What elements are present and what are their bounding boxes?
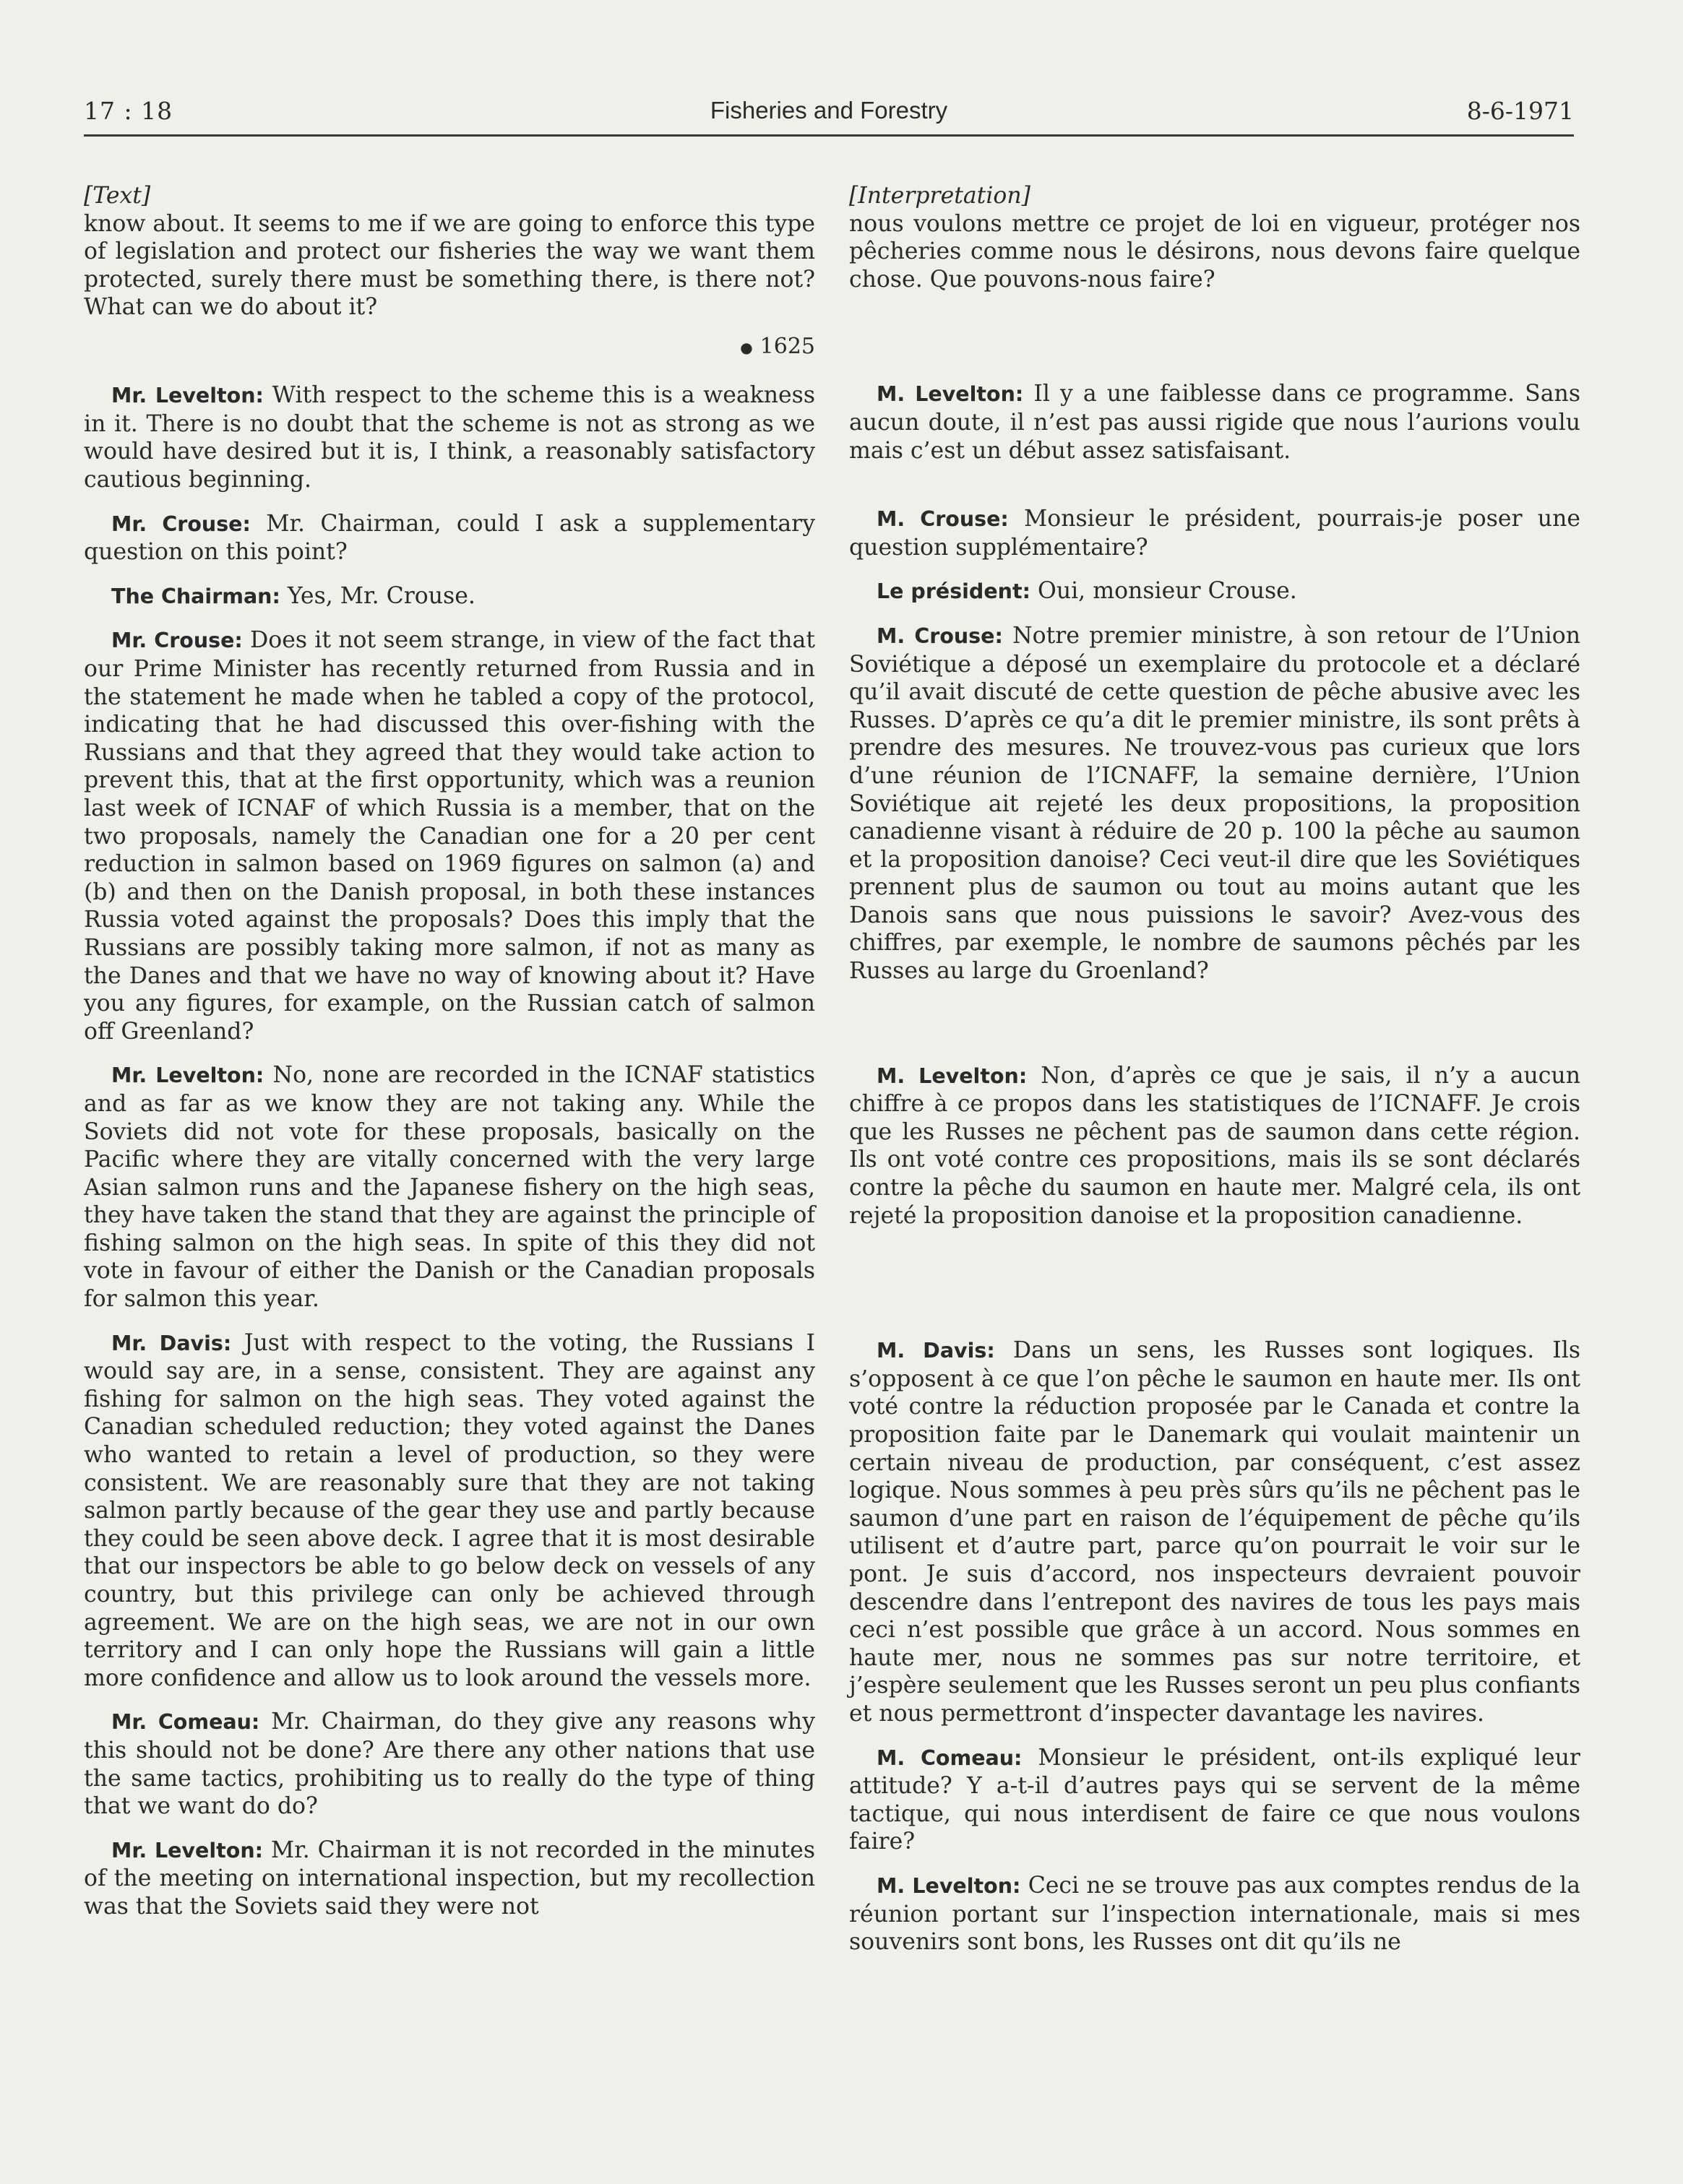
french-column: [849, 182, 1580, 1956]
speech-paragraph: [849, 1744, 1580, 1856]
speech-text: Just with respect to the voting, the Russians I would say are, in a sense, consistent. They are against any fishing for salmon on the high seas. They voted against the Canadian scheduled reduction; they voted against the Danes who wanted to retain a level of production, so they were consistent. We are reasonably sure that they are not taking salmon partly because of the gear they use and partly because they could be seen above deck. I agree that it is most desirable that our inspectors be able to go below deck on vessels of any country, but this privilege can only be achieved through agreement. We are on the high seas, we are not in our own territory and I can only hope the Russians will gain a little more confidence and allow us to look around the vessels more.: [84, 1329, 815, 1691]
section-tag: [Interpretation]: [849, 183, 1030, 209]
speaker-name: Mr. Comeau:: [111, 1710, 260, 1735]
speaker-name: The Chairman:: [111, 584, 280, 608]
speech-paragraph: [84, 626, 815, 1045]
speaker-name: M. Levelton:: [877, 382, 1024, 407]
speaker-name: Mr. Levelton:: [111, 1838, 264, 1863]
speech-text: Yes, Mr. Crouse.: [280, 582, 475, 609]
time-marker: [84, 333, 815, 361]
speaker-name: Mr. Crouse:: [111, 629, 243, 653]
speech-text: Non, d’après ce que je sais, il n’y a aucun chiffre à ce propos dans les statistiques de l’ICNAFF. Je crois que les Russes ne pêchent pas de saumon dans cette région. Ils ont voté contre ces propositions, mais ils se sont déclarés contre la pêche du saumon en haute mer. Malgré cela, ils ont rejeté la proposition danoise et la proposition canadienne.: [849, 1062, 1580, 1229]
speaker-name: Mr. Davis:: [111, 1331, 232, 1355]
speech-text: Oui, monsieur Crouse.: [1030, 578, 1297, 605]
continued-text: know about. It seems to me if we are going to enforce this type of legislation and protect our fisheries the way we want them protected, surely there must be something there, is there not? What can we do about it?: [84, 210, 815, 321]
speech-paragraph: [849, 380, 1580, 465]
continued-text: nous voulons mettre ce projet de loi en vigueur, protéger nos pêcheries comme nous le désirons, nous devons faire quelque chose. Que pouvons-nous faire?: [849, 210, 1580, 293]
speaker-name: M. Levelton:: [877, 1873, 1021, 1898]
speech-paragraph: [849, 505, 1580, 561]
speaker-name: M. Crouse:: [877, 623, 1003, 648]
speech-text: Mr. Chairman it is not recorded in the minutes of the meeting on international inspection, but my recollection was that the Soviets said they were not: [84, 1836, 815, 1920]
speech-text: Monsieur le président, ont-ils expliqué leur attitude? Y a-t-il d’autres pays qui se servent de la même tactique, qui nous interdisent de faire ce que nous voulons faire?: [849, 1744, 1580, 1855]
speech-text: No, none are recorded in the ICNAF statistics and as far as we know they are not taking any. While the Soviets did not vote for these proposals, basically on the Pacific where they are vitally concerned with the very large Asian salmon runs and the Japanese fishery on the high seas, they have taken the stand that they are against the principle of fishing salmon on the high seas. In spite of this they did not vote in favour of either the Danish or the Canadian proposals for salmon this year.: [84, 1062, 815, 1313]
speech-text: Monsieur le président, pourrais-je poser une question supplémentaire?: [849, 506, 1580, 561]
speech-paragraph: [849, 622, 1580, 985]
speaker-name: Le président:: [877, 579, 1030, 604]
speech-paragraph: [84, 1708, 815, 1820]
speech-paragraph: [849, 1872, 1580, 1956]
speech-paragraph: [84, 381, 815, 493]
speech-paragraph: [84, 1329, 815, 1693]
section-tag: [Text]: [84, 183, 151, 209]
bullet-icon: ●: [740, 338, 753, 356]
speech-text: Il y a une faiblesse dans ce programme. Sans aucun doute, il n’est pas aussi rigide que nous l’aurions voulu mais c’est un début assez satisfaisant.: [849, 381, 1580, 464]
speaker-name: M. Davis:: [877, 1339, 995, 1363]
speaker-name: Mr. Levelton:: [111, 1063, 264, 1088]
speech-paragraph: [849, 1062, 1580, 1230]
speech-paragraph: [84, 582, 815, 611]
speech-text: Mr. Chairman, do they give any reasons why this should not be done? Are there any other nations that use the same tactics, prohibiting us to really do the type of thing that we want do do?: [84, 1709, 815, 1820]
page-header: [84, 92, 1574, 137]
speech-paragraph: [84, 510, 815, 566]
page-number: 17 : 18: [84, 97, 173, 125]
english-column: [84, 182, 815, 1921]
speech-text: Notre premier ministre, à son retour de l’Union Soviétique a déposé un exemplaire du protocole et a déclaré qu’il avait discuté de cette question de pêche abusive avec les Russes. D’après ce qu’a dit le premier ministre, ils sont prêts à prendre des mesures. Ne trouvez-vous pas curieux que lors d’une réunion de l’ICNAFF, la semaine dernière, l’Union Soviétique ait rejeté les deux propositions, la proposition canadienne visant à réduire de 20 p. 100 la pêche au saumon et la proposition danoise? Ceci veut-il dire que les Soviétiques prennent plus de saumon ou tout au moins autant que les Danois sans que nous puissions le savoir? Avez-vous des chiffres, par exemple, le nombre de saumons pêchés par les Russes au large du Groenland?: [849, 622, 1580, 985]
speech-text: Mr. Chairman, could I ask a supplementary question on this point?: [84, 510, 815, 566]
page-date: 8-6-1971: [1466, 97, 1574, 125]
speech-paragraph: [84, 1061, 815, 1313]
speech-text: Does it not seem strange, in view of the fact that our Prime Minister has recently returned from Russia and in the statement he made when he tabled a copy of the protocol, indicating that he had discussed this over-fishing with the Russians and that they agreed that they would take action to prevent this, that at the first opportunity, which was a reunion last week of ICNAF of which Russia is a member, that on the two proposals, namely the Canadian one for a 20 per cent reduction in salmon based on 1969 figures on salmon (a) and (b) and then on the Danish proposal, in both these instances Russia voted against the proposals? Does this imply that the Russians are possibly taking more salmon, if not as many as the Danes and that we have no way of knowing about it? Have you any figures, for example, on the Russian catch of salmon off Greenland?: [84, 627, 815, 1045]
speech-paragraph: [84, 1836, 815, 1921]
speech-text: With respect to the scheme this is a weakness in it. There is no doubt that the scheme is not as strong as we would have desired but it is, I think, a reasonably satisfactory cautious beginning.: [84, 382, 815, 493]
speech-paragraph: [849, 1337, 1580, 1727]
speech-text: Ceci ne se trouve pas aux comptes rendus de la réunion portant sur l’inspection internationale, mais si mes souvenirs sont bons, les Russes ont dit qu’ils ne: [849, 1872, 1580, 1956]
page-title: Fisheries and Forestry: [710, 97, 948, 124]
speaker-name: M. Comeau:: [877, 1745, 1023, 1770]
speaker-name: M. Levelton:: [877, 1063, 1028, 1088]
speaker-name: Mr. Crouse:: [111, 512, 251, 536]
time-marker-value: 1625: [759, 333, 815, 359]
speech-paragraph: [849, 577, 1580, 606]
speaker-name: Mr. Levelton:: [111, 384, 264, 408]
speech-text: Dans un sens, les Russes sont logiques. Ils s’opposent à ce que l’on pêche le saumon en haute mer. Ils ont voté contre la réduction proposée par le Canada et contre la proposition faite par le Danemark qui voulait maintenir un certain niveau de production, par conséquent, c’est assez logique. Nous sommes à peu près sûrs qu’ils ne pêchent pas le saumon d’une part en raison de l’équipement de pêche qu’ils utilisent et d’autre part, parce qu’on pourrait le voir sur le pont. Je suis d’accord, nos inspecteurs devraient pouvoir descendre dans l’entrepont des navires de tous les pays mais ceci n’est possible que grâce à un accord. Nous sommes en haute mer, nous ne sommes pas sur notre territoire, et j’espère seulement que les Russes seront un peu plus confiants et nous permettront d’inspecter davantage les navires.: [849, 1337, 1580, 1727]
speaker-name: M. Crouse:: [877, 507, 1009, 532]
